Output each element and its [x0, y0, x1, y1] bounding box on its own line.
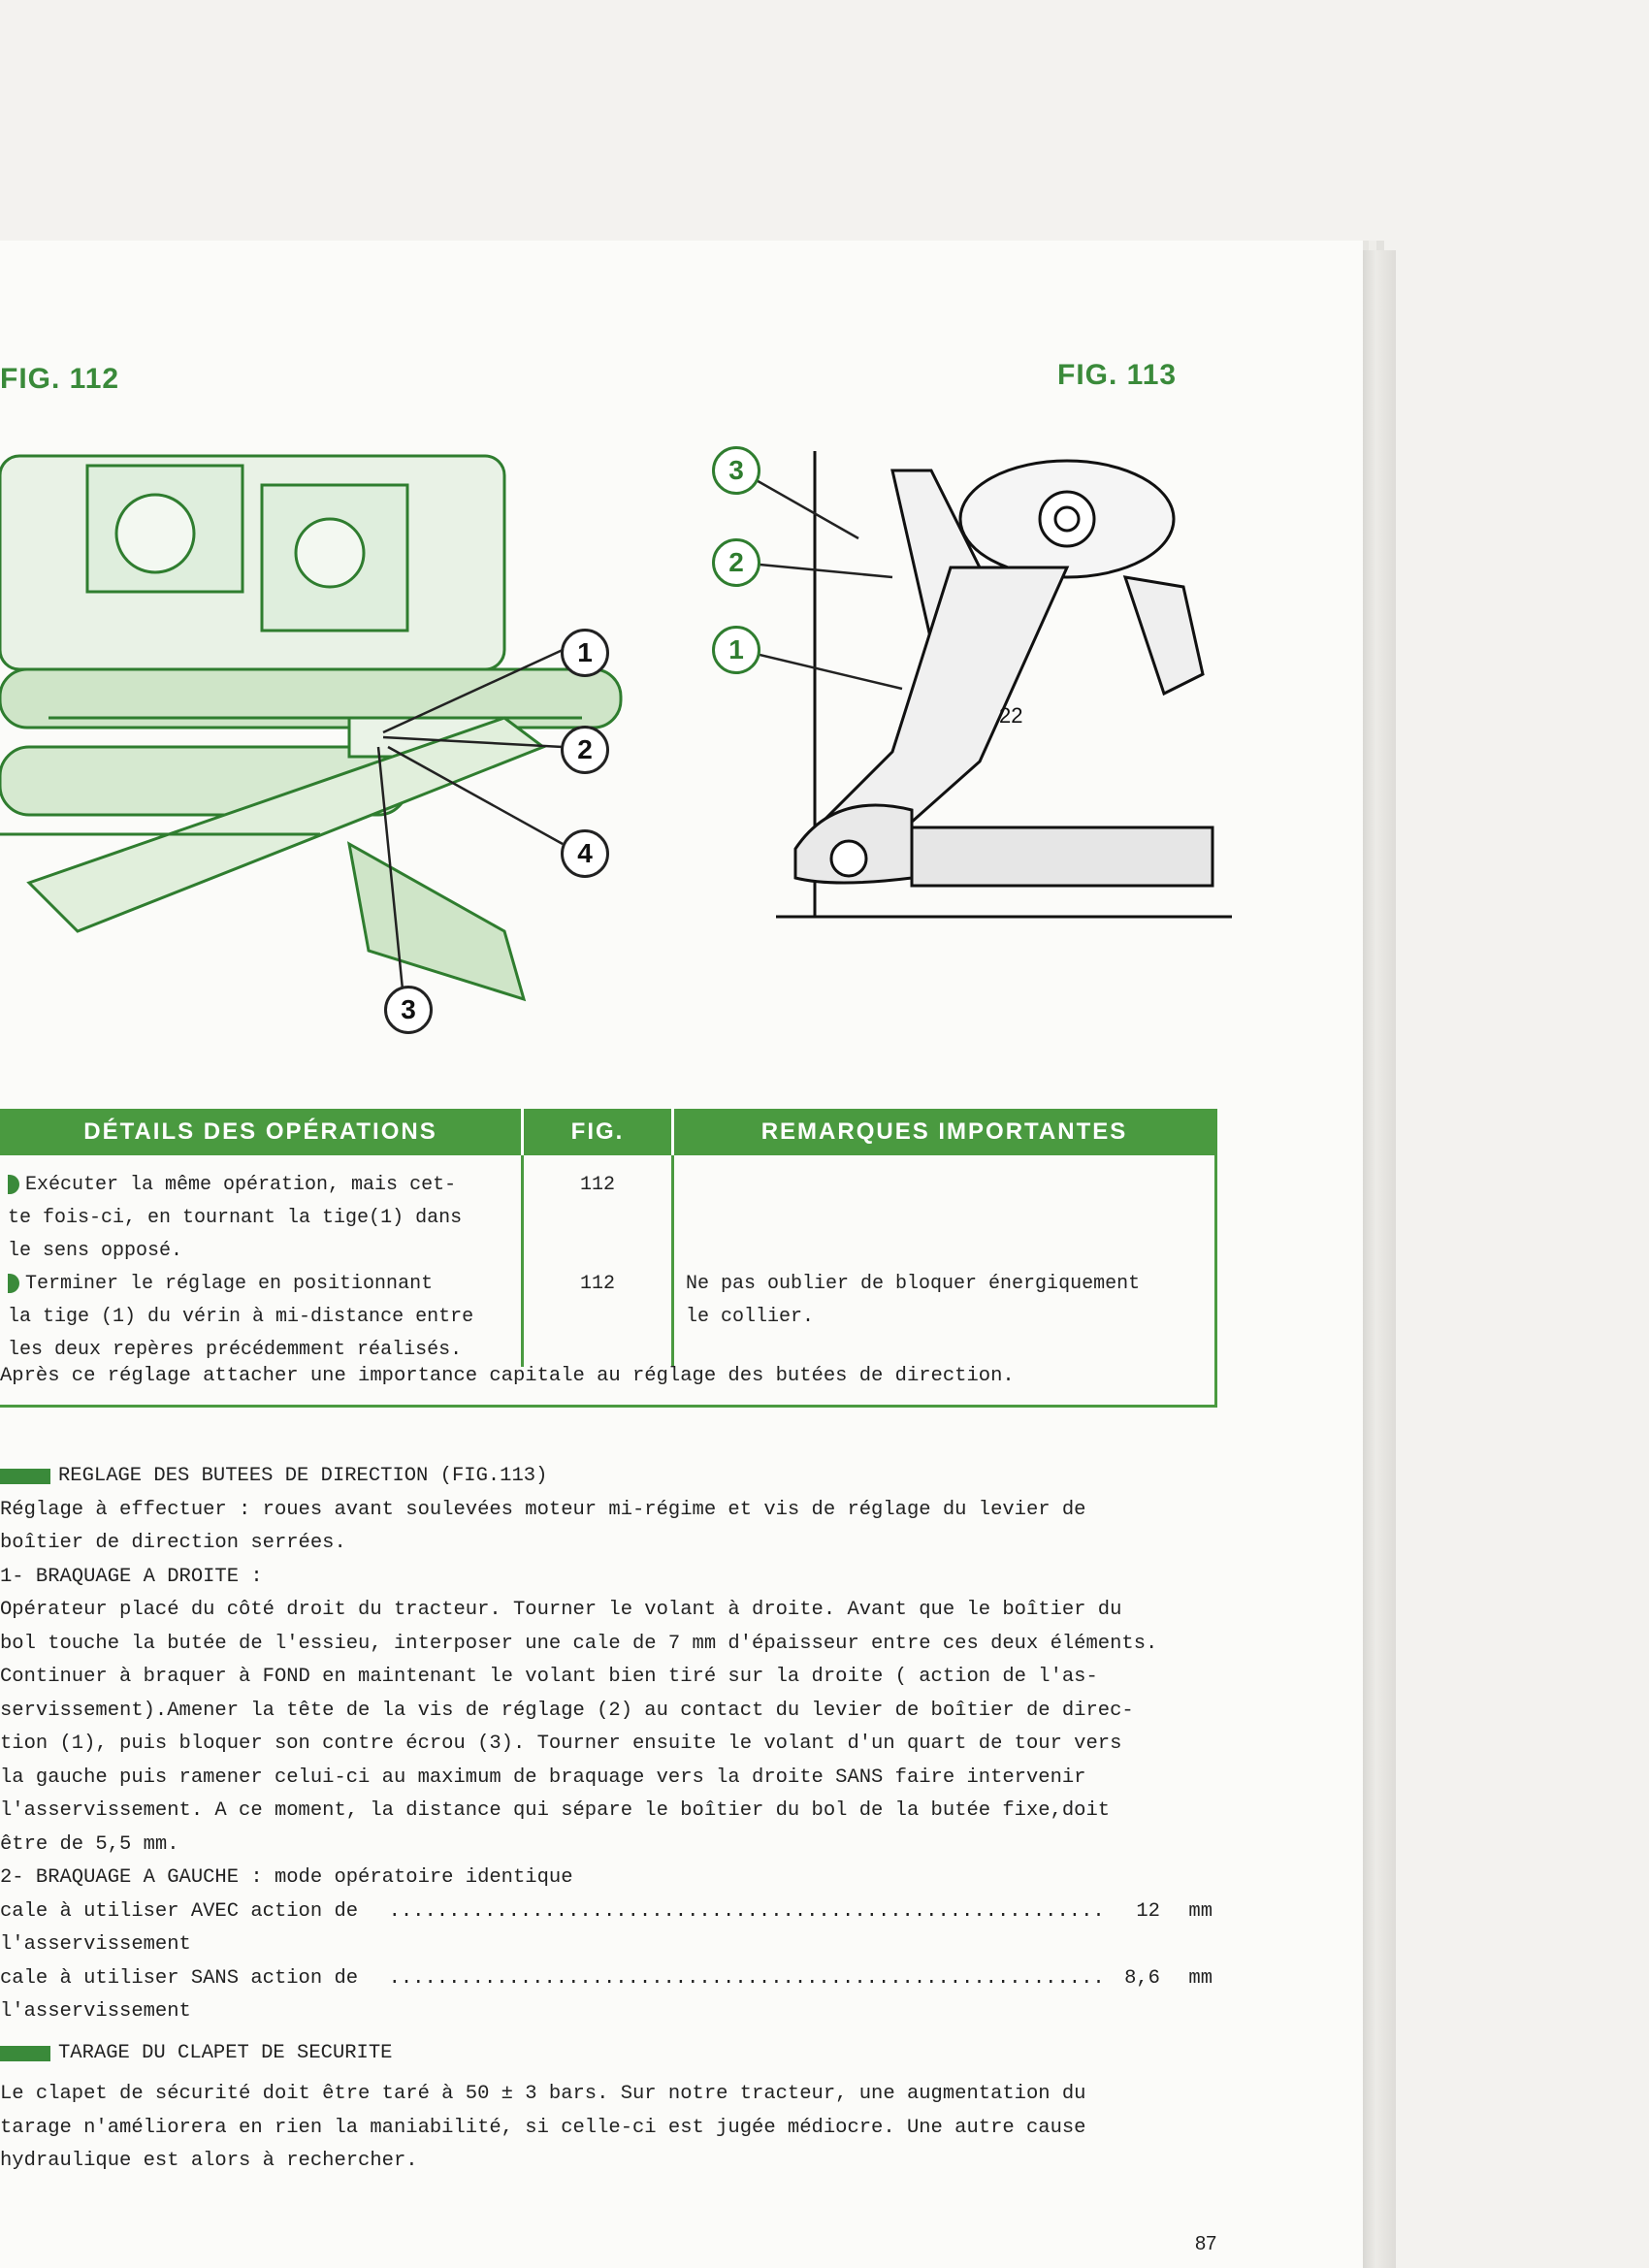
bullet-icon — [8, 1175, 19, 1194]
section-bar — [0, 1469, 50, 1484]
table-row — [0, 1268, 1214, 1367]
butees-section — [0, 1460, 1212, 2179]
fig113-callout-1: 1 — [712, 626, 760, 674]
cale-row-avec: cale à utiliser AVEC action de l'asservissement ............................................................ 12 mm — [0, 1899, 1212, 1956]
fig112-callout-3: 3 — [384, 986, 433, 1034]
header-remarks: REMARQUES IMPORTANTES — [673, 1109, 1215, 1155]
fig113-illustration — [776, 432, 1232, 1014]
page-number: 87 — [1195, 2233, 1217, 2254]
table-footer-note: Après ce réglage attacher une importance capitale au réglage des butées de direction. — [0, 1365, 1015, 1387]
body-line: être de 5,5 mm. — [0, 1832, 179, 1856]
row2-fig: 112 — [523, 1268, 673, 1367]
row2-details: Terminer le réglage en positionnant la tige (1) du vérin à mi-distance entre les deux repères précédemment réalisés. — [0, 1268, 523, 1367]
body-line: l'asservissement. A ce moment, la distance qui sépare le boîtier du bol de la butée fixe,doit — [0, 1799, 1111, 1822]
header-details: DÉTAILS DES OPÉRATIONS — [0, 1109, 523, 1155]
body-line: 2- BRAQUAGE A GAUCHE : mode opératoire identique — [0, 1866, 573, 1889]
fig113-part-marking: 22 — [999, 703, 1023, 728]
clapet-title: TARAGE DU CLAPET DE SECURITE — [58, 2041, 393, 2064]
body-line: Réglage à effectuer : roues avant soulevées moteur mi-régime et vis de réglage du levier de — [0, 1498, 1086, 1521]
body-line: tion (1), puis bloquer son contre écrou (3). Tourner ensuite le volant d'un quart de tour vers — [0, 1733, 1122, 1755]
fig113-title: FIG. 113 — [1057, 359, 1178, 391]
fig112-callout-2: 2 — [561, 726, 609, 774]
row1-fig: 112 — [523, 1155, 673, 1268]
row2-remark: Ne pas oublier de bloquer énergiquement le collier. — [686, 1273, 1141, 1328]
cale-row-sans: cale à utiliser SANS action de l'asservissement ............................................................ 8,6 mm — [0, 1966, 1212, 2023]
fig113-callout-2: 2 — [712, 538, 760, 587]
row1-remark — [673, 1155, 1215, 1268]
body-line: hydraulique est alors à rechercher. — [0, 2150, 418, 2172]
body-line: bol touche la butée de l'essieu, interposer une cale de 7 mm d'épaisseur entre ces deux éléments. — [0, 1632, 1158, 1655]
operations-table — [0, 1109, 1214, 1367]
butees-title: REGLAGE DES BUTEES DE DIRECTION (FIG.113) — [58, 1465, 548, 1487]
body-line: servissement).Amener la tête de la vis de réglage (2) au contact du levier de boîtier de direc- — [0, 1699, 1134, 1722]
fig112-callout-1: 1 — [561, 629, 609, 677]
table-row — [0, 1155, 1214, 1268]
bullet-icon — [8, 1274, 19, 1293]
body-line: la gauche puis ramener celui-ci au maximum de braquage vers la droite SANS faire intervenir — [0, 1766, 1086, 1789]
fig113-callout-3: 3 — [712, 446, 760, 495]
body-line: Le clapet de sécurité doit être taré à 50 ± 3 bars. Sur notre tracteur, une augmentation du — [0, 2083, 1086, 2105]
row1-details: Exécuter la même opération, mais cet- te fois-ci, en tournant la tige(1) dans le sens opposé. — [0, 1155, 523, 1268]
body-line: Continuer à braquer à FOND en maintenant le volant bien tiré sur la droite ( action de l'as- — [0, 1666, 1098, 1688]
body-line: boîtier de direction serrées. — [0, 1532, 346, 1554]
body-line: tarage n'améliorera en rien la maniabilité, si celle-ci est jugée médiocre. Une autre cause — [0, 2116, 1086, 2139]
body-line: 1- BRAQUAGE A DROITE : — [0, 1565, 263, 1588]
page-edge — [1363, 250, 1396, 2268]
fig112-title: FIG. 112 — [0, 363, 120, 395]
section-bar — [0, 2046, 50, 2061]
fig112-callout-4: 4 — [561, 829, 609, 878]
body-line: Opérateur placé du côté droit du tracteur. Tourner le volant à droite. Avant que le boîtier du — [0, 1599, 1122, 1621]
header-fig: FIG. — [523, 1109, 673, 1155]
